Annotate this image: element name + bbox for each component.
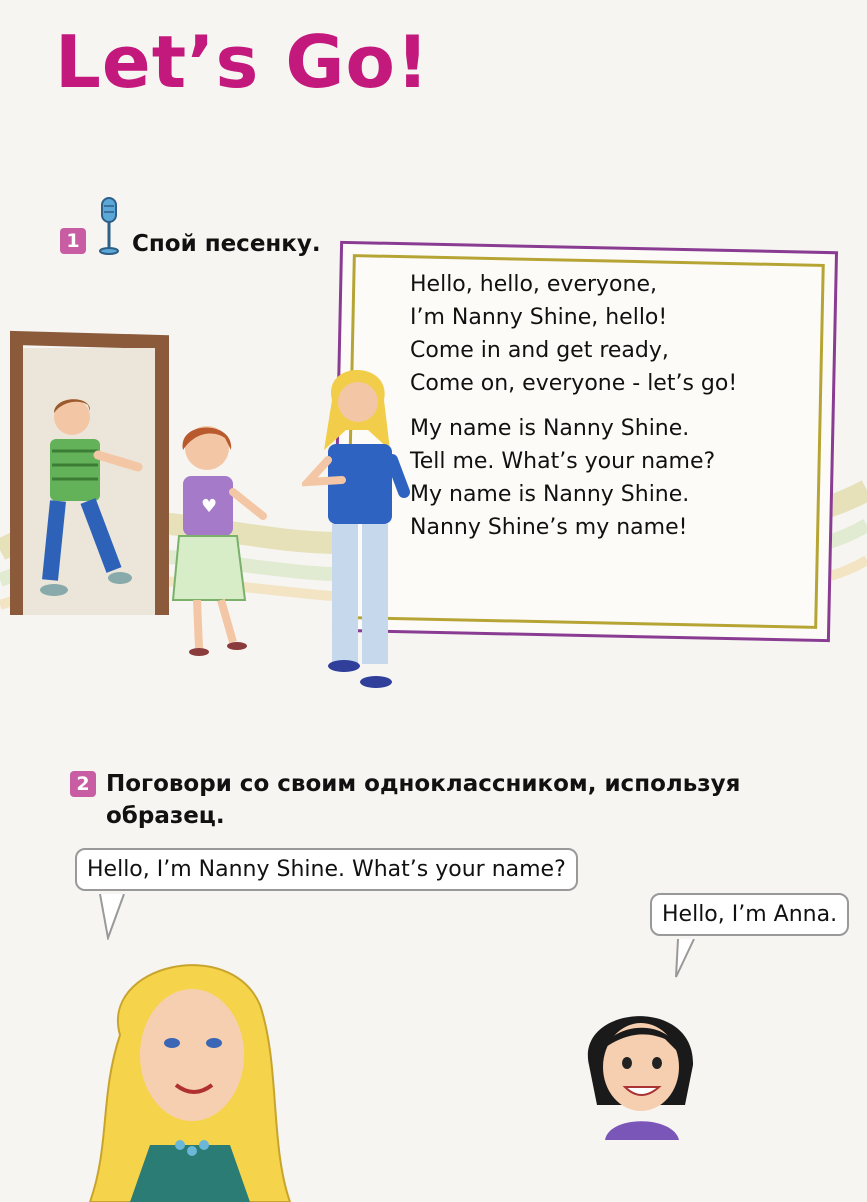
task-2-instruction bbox=[106, 768, 740, 832]
task-2-instruction-line-2: образец. bbox=[106, 803, 225, 829]
song-stanza-2 bbox=[410, 412, 820, 544]
song-lyrics bbox=[410, 268, 820, 556]
nanny-speech-bubble: Hello, I’m Nanny Shine. What’s your name? bbox=[75, 848, 578, 891]
speech-tail bbox=[670, 939, 700, 979]
song-line: My name is Nanny Shine. bbox=[410, 482, 690, 507]
song-stanza-1 bbox=[410, 268, 820, 400]
task-1-number: 1 bbox=[60, 228, 86, 254]
girl-illustration bbox=[165, 420, 280, 660]
speech-tail bbox=[98, 894, 128, 940]
song-line: Come in and get ready, bbox=[410, 338, 669, 363]
nanny-shine-illustration bbox=[302, 360, 412, 695]
nanny-portrait-illustration bbox=[80, 945, 300, 1202]
song-line: Nanny Shine’s my name! bbox=[410, 515, 688, 540]
song-line: Tell me. What’s your name? bbox=[410, 449, 716, 474]
task-1-header bbox=[60, 228, 321, 260]
anna-portrait-illustration bbox=[575, 995, 705, 1140]
task-2-number: 2 bbox=[70, 771, 96, 797]
song-line: Hello, hello, everyone, bbox=[410, 272, 657, 297]
song-line: I’m Nanny Shine, hello! bbox=[410, 305, 668, 330]
microphone-icon bbox=[96, 196, 122, 256]
svg-text:♥: ♥ bbox=[201, 496, 218, 517]
task-2-instruction-line-1: Поговори со своим одноклассником, используя bbox=[106, 771, 741, 797]
task-1-instruction: Спой песенку. bbox=[132, 231, 321, 257]
page-title: Let’s Go! bbox=[55, 20, 430, 104]
task-2-header bbox=[70, 768, 740, 832]
song-line: Come on, everyone - let’s go! bbox=[410, 371, 738, 396]
song-line: My name is Nanny Shine. bbox=[410, 416, 690, 441]
anna-speech-bubble: Hello, I’m Anna. bbox=[650, 893, 849, 936]
boy-illustration bbox=[40, 395, 150, 605]
